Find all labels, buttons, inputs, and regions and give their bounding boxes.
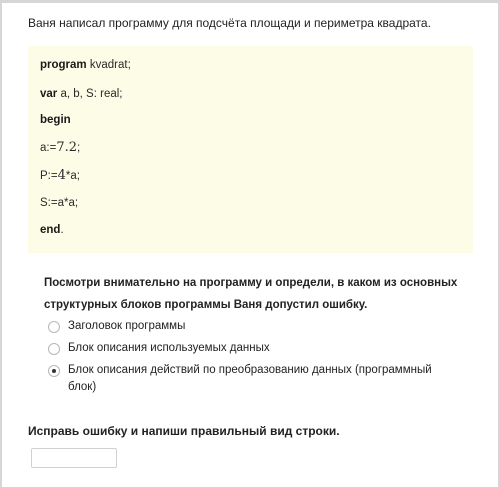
code-line-assign-a [40,140,80,155]
code-number: 7.2 [56,140,77,155]
code-line-assign-s [40,197,78,209]
answer-input[interactable] [31,448,117,468]
code-keyword: begin [40,114,71,126]
option-label: Заголовок программы [68,320,186,332]
code-text: . [60,224,64,236]
radio-button[interactable] [48,343,60,355]
code-line-var [40,88,122,100]
question-text-line2: структурных блоков программы Ваня допустил ошибку. [44,299,368,311]
question-text-line1: Посмотри внимательно на программу и определи, в каком из основных [44,277,458,289]
radio-button-selected[interactable] [48,365,60,377]
code-number: 4 [57,168,66,183]
code-block [28,46,473,253]
option-label: Блок описания действий по преобразованию данных (программный блок) [68,364,432,393]
window-left-border [0,0,2,487]
code-line-begin [40,114,71,126]
option-data-description[interactable] [48,342,458,357]
radio-button[interactable] [48,321,60,333]
code-text: S:=a*a; [40,197,79,209]
code-keyword: end [40,224,61,236]
code-keyword: program [40,59,87,71]
intro-text: Ваня написал программу для подсчёта площади и периметра квадрата. [28,16,431,30]
option-program-header[interactable] [48,320,458,335]
code-text: a, b, S: real; [57,88,123,100]
code-text: *a; [65,170,80,182]
code-line-assign-p [40,168,80,183]
code-keyword: var [40,88,58,100]
option-label: Блок описания используемых данных [68,342,270,354]
code-text: P:= [40,170,58,182]
code-text: kvadrat; [86,59,131,71]
window-top-border [0,0,500,3]
code-line-end [40,224,64,236]
task-text: Исправь ошибку и напиши правильный вид строки. [28,424,340,438]
code-line-program [40,59,131,71]
code-text: ; [77,142,81,154]
option-program-block[interactable] [48,364,458,396]
code-text: a:= [40,142,57,154]
